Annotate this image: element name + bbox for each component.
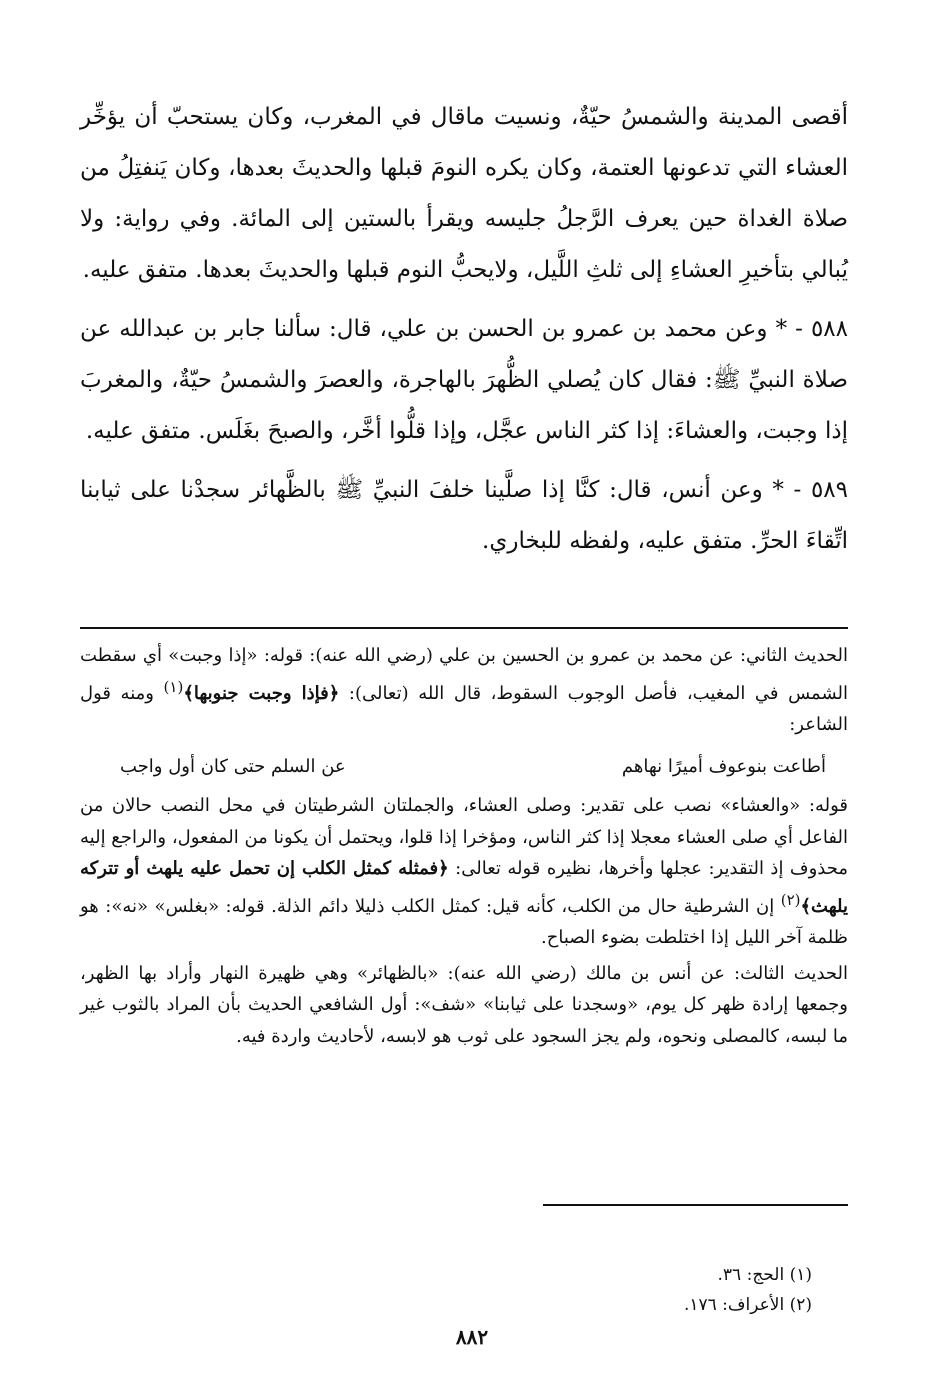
commentary-paragraph-1 [80, 640, 848, 741]
footnote-separator [543, 1204, 848, 1206]
footnote-ref-2: (٢) [780, 890, 801, 909]
commentary-1-tail: ومنه قول الشاعر: [80, 682, 848, 735]
footnote-1: (١) الحج: ٣٦. [717, 1265, 812, 1285]
commentary-paragraph-2 [80, 790, 848, 954]
commentary-2-text: قوله: «والعشاء» نصب على تقدير: وصلى العشاء، والجملتان الشرطيتان في محل النصب حالان من الفاعل أي صلى العشاء معجلا إذا كثر الناس، ومؤخرا إذا قلوا، ويحتمل أن يكونا من المفعول، والراجع إليه محذوف إذ التقدير: عجلها وأخرها، نظيره قوله تعالى: [80, 795, 848, 879]
commentary [80, 640, 848, 1056]
verse-first-hemistich: أطاعت بنوعوف أميرًا نهاهم [621, 755, 826, 777]
quran-quote-1: ﴿فإذا وجبت جنوبها﴾ [183, 682, 340, 704]
commentary-1-text: الحديث الثاني: عن محمد بن عمرو بن الحسين بن علي (رضي الله عنه): قوله: «إذا وجبت» أي سقطت الشمس في المغيب، فأصل الوجوب السقوط، قال الله (تعالى): [80, 645, 848, 704]
hadith-589: ٥٨٩ - * وعن أنس، قال: كنَّا إذا صلَّينا خلفَ النبيِّ ﷺ بالظَّهائر سجدْنا على ثيابنا اتِّقاءَ الحرِّ. متفق عليه، ولفظه للبخاري. [80, 477, 848, 554]
footnote-2: (٢) الأعراف: ١٧٦. [683, 1295, 812, 1315]
commentary-separator [80, 627, 848, 629]
hadith-paragraph-1: أقصى المدينة والشمسُ حيّةٌ، ونسيت ماقال في المغرب، وكان يستحبّ أن يؤخِّر العشاء التي تدعونها العتمة، وكان يكره النومَ قبلها والحديثَ بعدها، وكان يَنفتِلُ من صلاة الغداة حين يعرف الرَّجلُ جليسه ويقرأ بالستين إلى المائة. وفي رواية: ولا يُبالي بتأخيرِ العشاءِ إلى ثلثِ اللَّيل، ولايحبُّ النوم قبلها والحديثَ بعدها. متفق عليه. [80, 104, 848, 283]
commentary-2-tail: إن الشرطية حال من الكلب، كأنه قيل: كمثل الكلب ذليلا دائم الذلة. قوله: «بغلس» «نه»: هو ظلمة آخر الليل إذا اختلطت بضوء الصباح. [80, 895, 848, 948]
main-text [80, 92, 848, 575]
footnotes [500, 1260, 812, 1320]
hadith-588: ٥٨٨ - * وعن محمد بن عمرو بن الحسن بن علي، قال: سألنا جابر بن عبدالله عن صلاة النبيِّ ﷺ: فقال كان يُصلي الظُّهرَ بالهاجرة، والعصرَ والشمسُ حيّةٌ، والمغربَ إذا وجبت، والعشاءَ: إذا كثر الناس عجَّل، وإذا قلُّوا أخَّر، والصبحَ بغَلَس. متفق عليه. [80, 316, 848, 444]
commentary-paragraph-3: الحديث الثالث: عن أنس بن مالك (رضي الله عنه): «بالظهائر» وهي ظهيرة النهار وأراد بها الظهر، وجمعها إرادة ظهر كل يوم، «وسجدنا على ثيابنا» «شف»: أول الشافعي الحديث بأن المراد بالثوب غير ما لبسه، كالمصلى ونحوه، ولم يجز السجود على ثوب هو لابسه، لأحاديث واردة فيه. [80, 962, 848, 1047]
poetry-verse [80, 745, 848, 791]
footnote-ref-1: (١) [163, 677, 184, 696]
verse-second-hemistich: عن السلم حتى كان أول واجب [120, 755, 346, 777]
quran-quote-2: ﴿فمثله كمثل الكلب إن تحمل عليه يلهث أو تتركه يلهث﴾ [80, 858, 848, 917]
page-number: ٨٨٢ [455, 1325, 489, 1349]
